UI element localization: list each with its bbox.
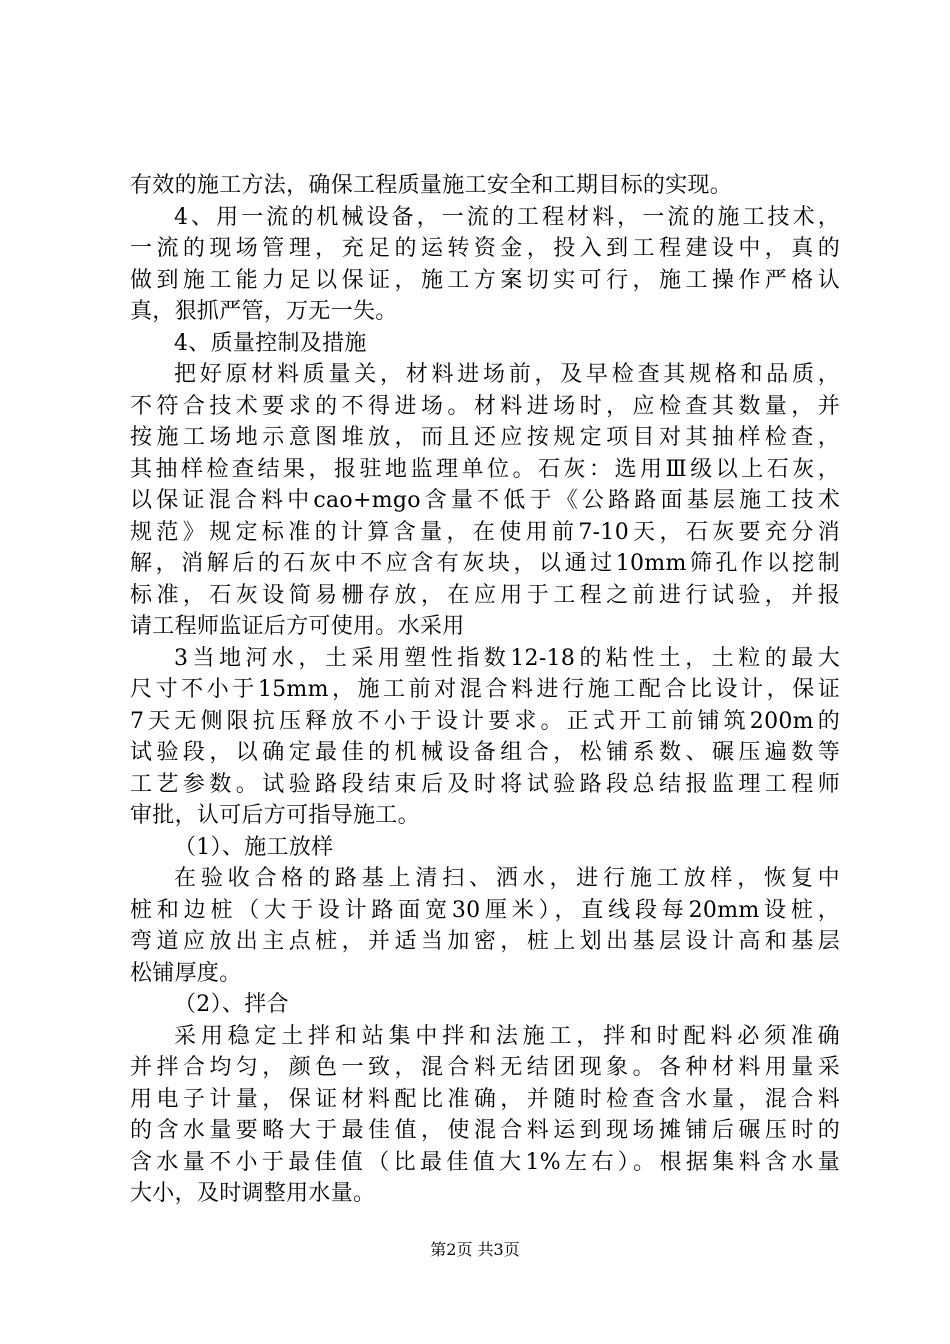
text-line: 含水量不小于最佳值（比最佳值大1%左右）。根据集料含水量 bbox=[130, 1149, 840, 1175]
text-line: （2）、拌合 bbox=[174, 992, 289, 1017]
text-line: 审批，认可后方可指导施工。 bbox=[130, 803, 420, 828]
text-line: 在验收合格的路基上清扫、洒水，进行施工放样，恢复中 bbox=[174, 866, 840, 891]
text-line: 真，狠抓严管，万无一失。 bbox=[130, 299, 398, 324]
text-line: 解，消解后的石灰中不应含有灰块，以通过10mm筛孔作以挖制 bbox=[130, 551, 840, 576]
text-line: 标准，石灰设简易栅存放，在应用于工程之前进行试验，并报 bbox=[130, 582, 840, 608]
text-line: 工艺参数。试验路段结束后及时将试验路段总结报监理工程师 bbox=[130, 771, 840, 797]
text-line: 请工程师监证后方可使用。水采用 bbox=[130, 614, 465, 639]
text-line: 3当地河水，土采用塑性指数12-18的粘性土，土粒的最大 bbox=[174, 645, 840, 671]
text-line: 其抽样检查结果，报驻地监理单位。石灰：选用Ⅲ级以上石灰， bbox=[130, 456, 840, 482]
text-line: 7天无侧限抗压释放不小于设计要求。正式开工前铺筑200m的 bbox=[130, 708, 840, 734]
text-line: 用电子计量，保证材料配比准确，并随时检查含水量，混合料 bbox=[130, 1086, 840, 1112]
text-line: 弯道应放出主点桩，并适当加密，桩上划出基层设计高和基层 bbox=[130, 929, 840, 954]
text-line: 尺寸不小于15mm，施工前对混合料进行施工配合比设计，保证 bbox=[130, 677, 840, 702]
text-line: 不符合技术要求的不得进场。材料进场时，应检查其数量，并 bbox=[130, 393, 840, 419]
text-line: 采用稳定土拌和站集中拌和法施工，拌和时配料必须准确 bbox=[174, 1023, 840, 1049]
document-body bbox=[130, 170, 840, 1210]
text-line: 规范》规定标准的计算含量，在使用前7-10天，石灰要充分消 bbox=[130, 519, 840, 545]
text-line: 并拌合均匀，颜色一致，混合料无结团现象。各种材料用量采 bbox=[130, 1055, 840, 1080]
text-line: 有效的施工方法，确保工程质量施工安全和工期目标的实现。 bbox=[130, 173, 733, 198]
text-line: 松铺厚度。 bbox=[130, 960, 242, 986]
text-line: 一流的现场管理，充足的运转资金，投入到工程建设中，真的 bbox=[130, 236, 840, 261]
page-footer: 第2页 共3页 bbox=[430, 1240, 520, 1259]
text-line: 做到施工能力足以保证，施工方案切实可行，施工操作严格认 bbox=[130, 267, 840, 293]
text-line: 大小，及时调整用水量。 bbox=[130, 1181, 376, 1206]
text-line: 4、用一流的机械设备，一流的工程材料，一流的施工技术， bbox=[174, 204, 840, 230]
text-line: 试验段，以确定最佳的机械设备组合，松铺系数、碾压遍数等 bbox=[130, 740, 840, 765]
text-line: 按施工场地示意图堆放，而且还应按规定项目对其抽样检查， bbox=[130, 425, 840, 450]
text-line: 把好原材料质量关，材料进场前，及早检查其规格和品质， bbox=[174, 362, 840, 387]
text-line: 桩和边桩（大于设计路面宽30厘米），直线段每20mm设桩， bbox=[130, 897, 840, 923]
text-line: 以保证混合料中cao+mgo含量不低于《公路路面基层施工技术 bbox=[130, 488, 840, 513]
text-line: 的含水量要略大于最佳值，使混合料运到现场摊铺后碾压时的 bbox=[130, 1118, 840, 1143]
text-line: （1）、施工放样 bbox=[174, 834, 334, 860]
text-line: 4、质量控制及措施 bbox=[174, 330, 367, 356]
